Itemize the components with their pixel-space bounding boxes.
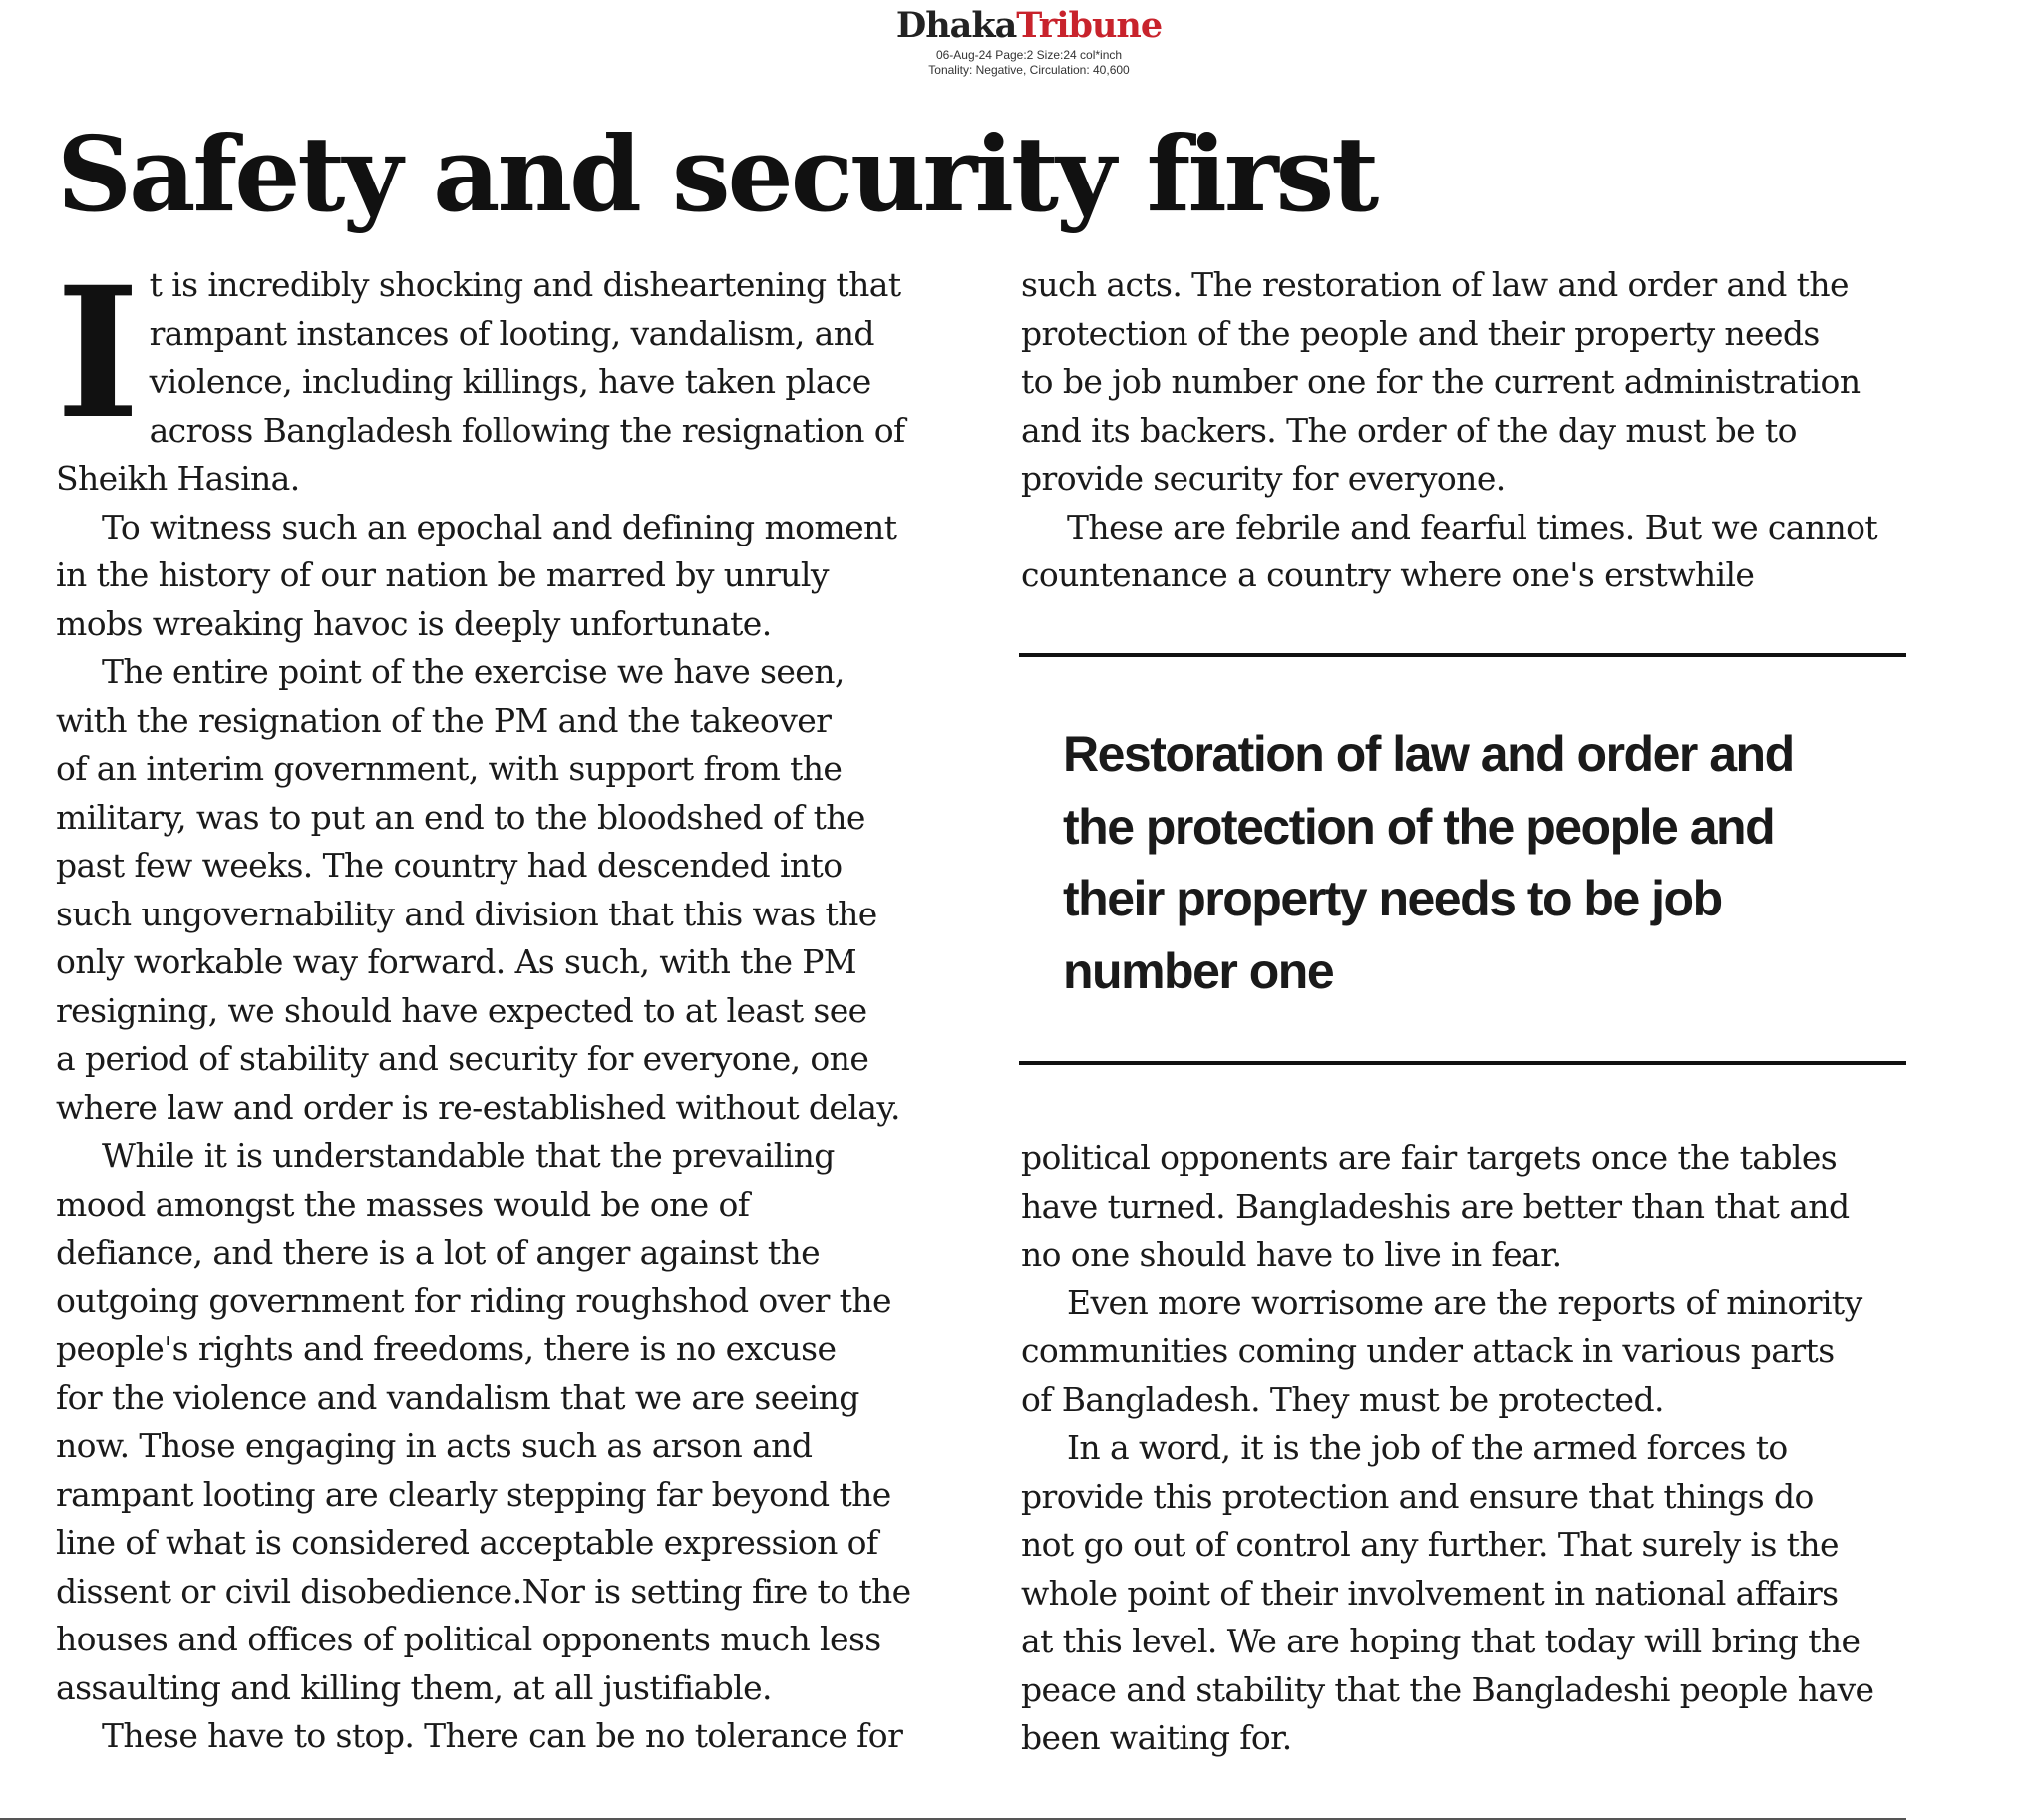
dropcap: I <box>56 248 140 459</box>
text-line: only workable way forward. As such, with the PM <box>56 942 857 981</box>
pull-quote-line: Restoration of law and order and <box>1063 726 1794 782</box>
pull-quote-line: number one <box>1063 942 1334 999</box>
paragraph <box>56 248 953 504</box>
text-line: dissent or civil disobedience.Nor is setting fire to the <box>56 1571 911 1611</box>
text-line: at this level. We are hoping that today will bring the <box>1021 1622 1861 1660</box>
text-line: mood amongst the masses would be one of <box>56 1184 750 1224</box>
text-line: assaulting and killing them, at all justifiable. <box>56 1667 772 1707</box>
headline: Safety and security first <box>57 113 1377 235</box>
text-line: to be job number one for the current administration <box>1021 362 1861 401</box>
text-line: past few weeks. The country had descended into <box>56 846 843 885</box>
text-line: whole point of their involvement in national affairs <box>1021 1573 1839 1613</box>
paragraph <box>56 1132 953 1712</box>
text-line: military, was to put an end to the bloodshed of the <box>56 797 865 837</box>
clipping-meta-line-2: Tonality: Negative, Circulation: 40,600 <box>928 63 1130 77</box>
paragraph <box>1021 504 1918 600</box>
text-line: now. Those engaging in acts such as arson and <box>56 1426 813 1465</box>
pull-quote-bottom-rule <box>1019 1061 1906 1065</box>
text-line: Sheikh Hasina. <box>56 459 300 498</box>
text-line: of an interim government, with support from the <box>56 749 843 788</box>
text-line: protection of the people and their property needs <box>1021 313 1820 353</box>
text-line: and its backers. The order of the day must be to <box>1021 410 1797 450</box>
text-line: with the resignation of the PM and the takeover <box>56 700 832 740</box>
text-line: defiance, and there is a lot of anger against the <box>56 1233 821 1272</box>
text-line: a period of stability and security for everyone, one <box>56 1039 869 1078</box>
pull-quote-top-rule <box>1019 653 1906 657</box>
pull-quote-line: their property needs to be job <box>1063 871 1722 926</box>
text-line: violence, including killings, have taken place <box>149 362 871 401</box>
text-line: While it is understandable that the prevailing <box>102 1136 835 1175</box>
text-line: countenance a country where one's erstwhile <box>1021 555 1755 594</box>
paragraph <box>1021 1424 1918 1763</box>
text-line: where law and order is re-established without delay. <box>56 1087 900 1127</box>
text-line: peace and stability that the Bangladeshi people have <box>1021 1669 1874 1709</box>
text-line: of Bangladesh. They must be protected. <box>1021 1379 1664 1419</box>
pull-quote <box>1063 718 1900 1007</box>
clipping-meta-line-1: 06-Aug-24 Page:2 Size:24 col*inch <box>935 48 1123 62</box>
paragraph <box>1021 1134 1918 1279</box>
paragraph <box>56 1712 953 1761</box>
text-line: These have to stop. There can be no tolerance for <box>102 1716 903 1755</box>
text-line: resigning, we should have expected to at least see <box>56 990 867 1030</box>
text-line: not go out of control any further. That surely is the <box>1021 1525 1839 1564</box>
text-line: line of what is considered acceptable expression of <box>56 1523 878 1562</box>
text-line: people's rights and freedoms, there is no excuse <box>56 1329 837 1368</box>
text-line: The entire point of the exercise we have seen, <box>102 652 845 691</box>
logo-tribune: Tribune <box>1016 5 1163 46</box>
text-line: To witness such an epochal and defining moment <box>102 507 897 546</box>
text-line: for the violence and vandalism that we are seeing <box>56 1377 859 1417</box>
publication-logo <box>0 4 2030 48</box>
text-line: have turned. Bangladeshis are better than that and <box>1021 1186 1850 1226</box>
text-line: In a word, it is the job of the armed forces to <box>1067 1428 1788 1467</box>
text-line: no one should have to live in fear. <box>1021 1235 1562 1274</box>
text-line: communities coming under attack in various parts <box>1021 1331 1835 1370</box>
text-line: rampant instances of looting, vandalism, and <box>149 313 874 353</box>
text-line: Even more worrisome are the reports of minority <box>1067 1282 1862 1322</box>
text-line: political opponents are fair targets once the tables <box>1021 1138 1838 1177</box>
paragraph <box>1021 1279 1918 1425</box>
right-column-bottom <box>1021 1134 1918 1763</box>
text-line: in the history of our nation be marred by unruly <box>56 555 829 594</box>
text-line: outgoing government for riding roughshod over the <box>56 1280 891 1320</box>
paragraph <box>1021 261 1918 504</box>
text-line: provide this protection and ensure that things do <box>1021 1476 1814 1516</box>
text-line: provide security for everyone. <box>1021 459 1506 498</box>
logo-dhaka: Dhaka <box>895 5 1017 46</box>
masthead <box>0 4 2030 78</box>
text-line: mobs wreaking havoc is deeply unfortunate. <box>56 603 772 643</box>
text-line: rampant looting are clearly stepping far beyond the <box>56 1474 891 1514</box>
text-line: These are febrile and fearful times. But we cannot <box>1067 507 1878 546</box>
text-line: t is incredibly shocking and disheartening that <box>149 265 901 304</box>
text-line: across Bangladesh following the resignation of <box>149 410 905 450</box>
text-line: houses and offices of political opponents much less <box>56 1620 881 1658</box>
right-column-top <box>1021 261 1918 600</box>
left-column <box>56 248 953 1761</box>
paragraph <box>56 504 953 649</box>
text-line: such ungovernability and division that this was the <box>56 894 877 933</box>
paragraph <box>56 648 953 1132</box>
pull-quote-line: the protection of the people and <box>1063 798 1775 855</box>
text-line: been waiting for. <box>1021 1718 1292 1757</box>
text-line: such acts. The restoration of law and order and the <box>1021 265 1849 304</box>
